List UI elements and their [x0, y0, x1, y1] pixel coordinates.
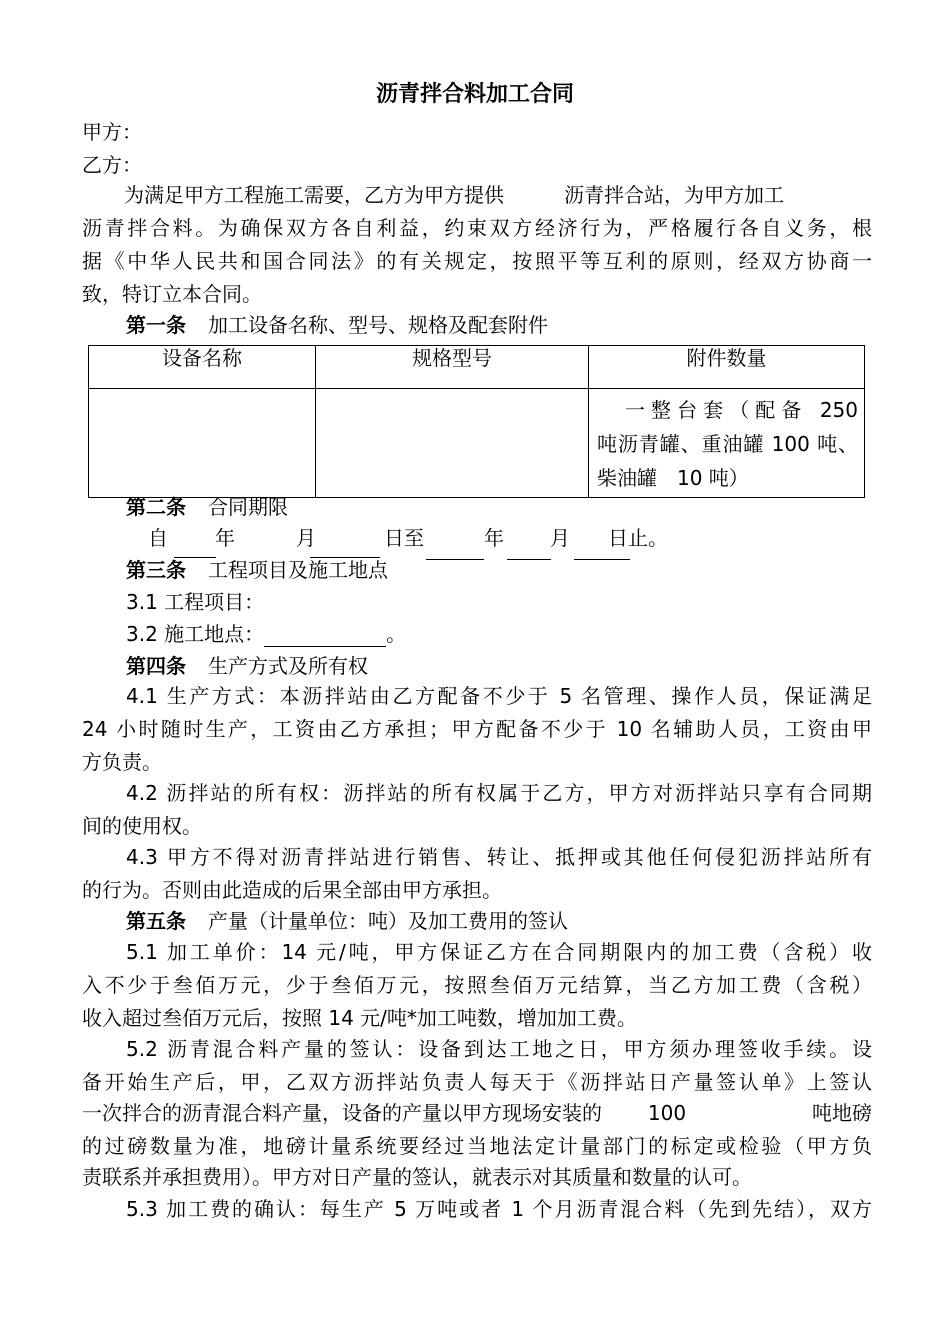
table-header-row — [89, 346, 865, 389]
party-b-label: 乙方： — [82, 153, 142, 177]
date-day-end: 日止。 — [608, 526, 668, 550]
clause-5-2-line-4: 的过磅数量为准，地磅计量系统要经过当地法定计量部门的标定或检验（甲方负 — [82, 1134, 872, 1158]
table-row — [89, 389, 865, 498]
article-1-heading — [82, 309, 872, 342]
intro-line-3: 据《中华人民共和国合同法》的有关规定，按照平等互利的原则，经双方协商一 — [82, 249, 872, 273]
clause-5-1-line-3: 收入超过叁佰万元后，按照 14 元/吨*加工吨数，增加加工费。 — [82, 1006, 637, 1030]
blank-line — [264, 622, 386, 647]
attachment-line-3: 柴油罐 10 吨） — [597, 466, 749, 490]
clause-5-3-line-1: 5.3 加工费的确认：每生产 5 万吨或者 1 个月沥青混合料（先到先结），双方 — [126, 1197, 872, 1221]
date-year-1: 年 — [215, 526, 235, 550]
clause-5-1-line-1: 5.1 加工单价：14 元/吨，甲方保证乙方在合同期限内的加工费（含税）收 — [126, 940, 872, 964]
intro-line-4: 致，特订立本合同。 — [82, 282, 262, 306]
clause-5-2-line-1: 5.2 沥青混合料产量的签认：设备到达工地之日，甲方须办理签收手续。设 — [126, 1037, 872, 1061]
clause-3-2: 3.2 施工地点： 。 — [126, 622, 407, 646]
intro-text-1b: 沥青拌合站，为甲方加工 — [564, 183, 784, 207]
article-number: 第二条 — [126, 495, 186, 519]
article-3-heading — [82, 554, 872, 587]
column-header-name: 设备名称 — [89, 346, 316, 389]
clause-4-3-line-1: 4.3 甲方不得对沥青拌站进行销售、转让、抵押或其他任何侵犯沥拌站所有 — [126, 845, 872, 869]
article-title: 产量（计量单位：吨）及加工费用的签认 — [208, 909, 568, 933]
article-title: 生产方式及所有权 — [208, 654, 368, 678]
clause-4-2-line-1: 4.2 沥拌站的所有权：沥拌站的所有权属于乙方，甲方对沥拌站只享有合同期 — [126, 781, 872, 805]
date-from: 自 — [148, 526, 168, 550]
intro-text-1a: 为满足甲方工程施工需要，乙方为甲方提供 — [124, 183, 504, 207]
article-title: 工程项目及施工地点 — [208, 558, 388, 582]
column-header-model: 规格型号 — [316, 346, 589, 389]
clause-5-2-line-3: 一次拌合的沥青混合料产量，设备的产量以甲方现场安装的 100 吨地磅 — [82, 1097, 872, 1130]
article-number: 第五条 — [126, 909, 186, 933]
clause-4-2-line-2: 间的使用权。 — [82, 814, 202, 838]
article-5-heading — [82, 905, 872, 938]
equipment-table — [88, 345, 865, 498]
scale-capacity: 100 — [647, 1101, 687, 1125]
article-number: 第四条 — [126, 654, 186, 678]
intro-line-2: 沥青拌合料。为确保双方各自利益，约束双方经济行为，严格履行各自义务，根 — [82, 216, 872, 240]
article-title: 加工设备名称、型号、规格及配套附件 — [208, 313, 548, 337]
clause-4-1-line-3: 方负责。 — [82, 750, 162, 774]
clause-4-1-line-1: 4.1 生产方式：本沥拌站由乙方配备不少于 5 名管理、操作人员，保证满足 — [126, 684, 872, 708]
page-title: 沥青拌合料加工合同 — [375, 82, 574, 107]
cell-model — [316, 389, 589, 498]
date-day-to: 日至 — [384, 526, 424, 550]
article-title: 合同期限 — [208, 495, 288, 519]
clause-4-3-line-2: 的行为。否则由此造成的后果全部由甲方承担。 — [82, 878, 502, 902]
clause-5-2-line-2: 备开始生产后，甲，乙双方沥拌站负责人每天于《沥拌站日产量签认单》上签认 — [82, 1070, 872, 1094]
cell-equipment-name — [89, 389, 316, 498]
attachment-line-2: 吨沥青罐、重油罐 100 吨、 — [597, 432, 858, 456]
clause-4-1-line-2: 24 小时随时生产，工资由乙方承担；甲方配备不少于 10 名辅助人员，工资由甲 — [82, 717, 872, 741]
article-4-heading — [82, 650, 872, 683]
article-2-heading — [82, 491, 872, 524]
cell-attachments — [589, 389, 865, 498]
date-month-2: 月 — [550, 526, 570, 550]
party-a-label: 甲方： — [82, 120, 142, 144]
attachment-line-1: 一整台套（配备 250 — [625, 398, 858, 422]
clause-5-1-line-2: 入不少于叁佰万元，少于叁佰万元，按照叁佰万元结算，当乙方加工费（含税） — [82, 973, 872, 997]
column-header-attachments: 附件数量 — [589, 346, 865, 389]
clause-3-1: 3.1 工程项目： — [126, 590, 265, 614]
article-number: 第一条 — [126, 313, 186, 337]
intro-line-1 — [82, 179, 872, 212]
date-month-1: 月 — [296, 526, 316, 550]
article-number: 第三条 — [126, 558, 186, 582]
clause-5-2-line-5: 责联系并承担费用）。甲方对日产量的签认，就表示对其质量和数量的认可。 — [82, 1165, 752, 1189]
date-year-2: 年 — [484, 526, 504, 550]
